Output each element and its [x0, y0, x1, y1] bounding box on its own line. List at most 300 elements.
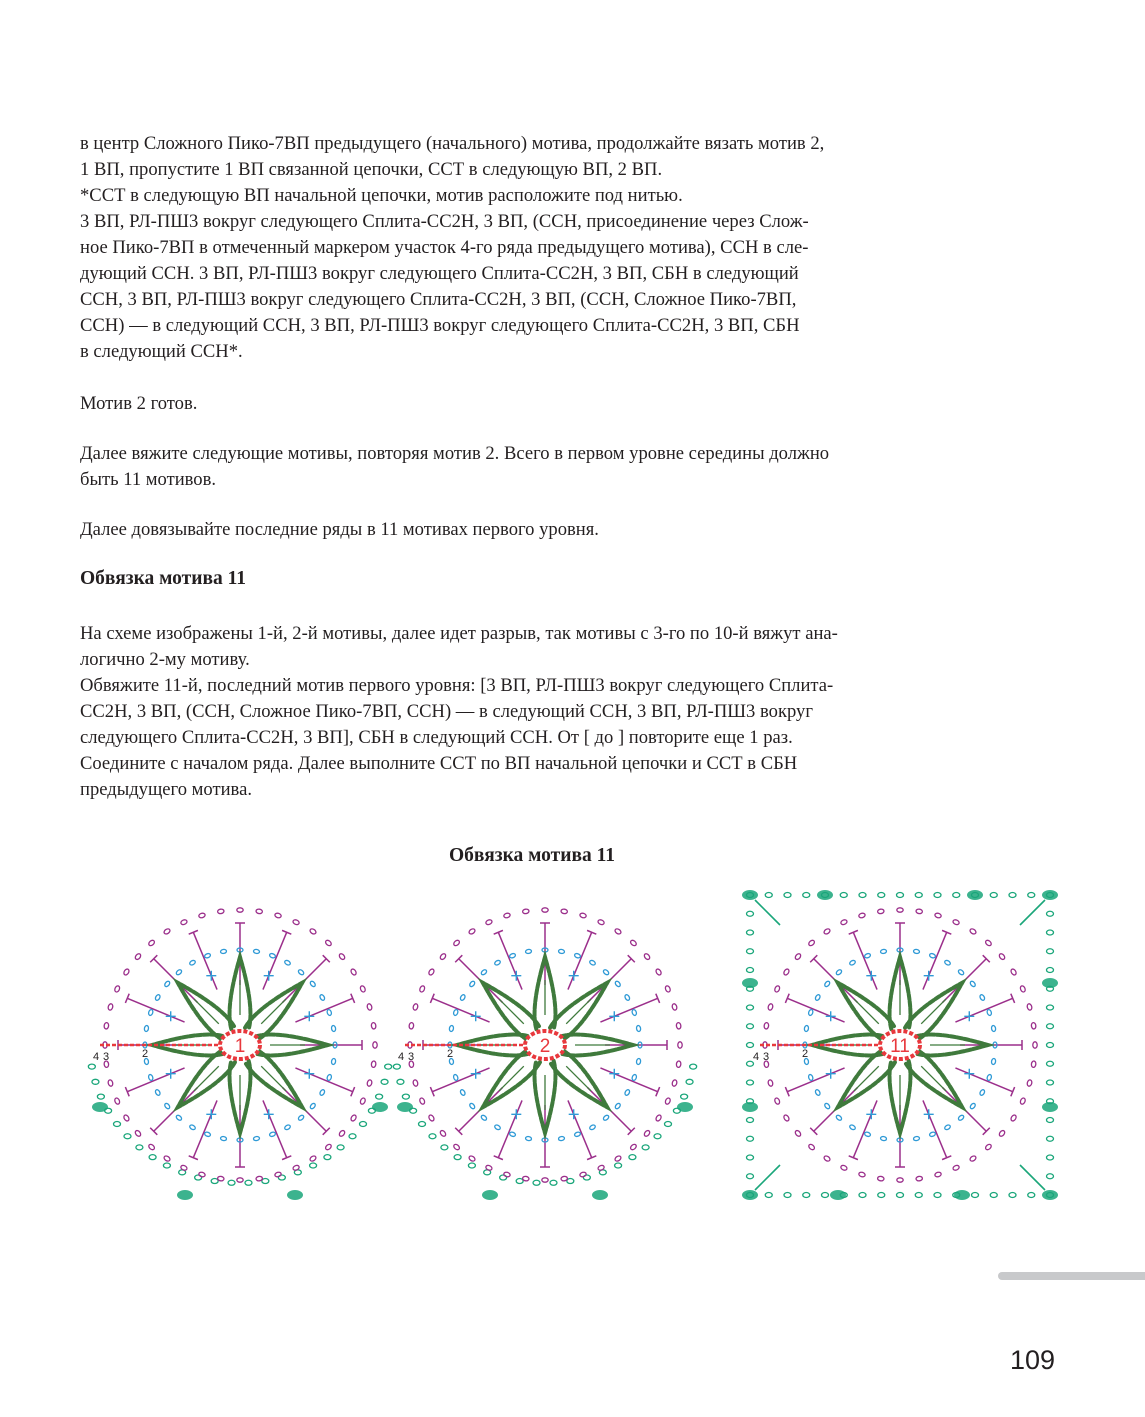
text-line: Соедините с началом ряда. Далее выполните ССТ по ВП начальной цепочки и ССТ в СБН [80, 753, 798, 774]
text-line: 1 ВП, пропустите 1 ВП связанной цепочки, ССТ в следующую ВП, 2 ВП. [80, 159, 663, 180]
motif-2 [393, 908, 696, 1200]
chain-stitch [468, 1155, 476, 1162]
chain-stitch [654, 1134, 661, 1139]
paragraph-instructions-1 [80, 131, 930, 365]
chain-stitch [630, 1143, 638, 1151]
picot-join [1042, 1102, 1058, 1112]
chain-stitch [480, 969, 487, 976]
text-line: *ССТ в следующую ВП начальной цепочки, мотив расположите под нитью. [80, 185, 683, 206]
stitch-spoke [295, 998, 352, 1022]
chain-stitch [338, 1130, 346, 1138]
text-line: дующий ССН. 3 ВП, РЛ-ПШ3 вокруг следующего Сплита-СС2Н, 3 ВП, СБН в следующий [80, 263, 799, 284]
chain-stitch [915, 893, 922, 898]
picot-join [1042, 1190, 1058, 1200]
text-line: Обвяжите 11-й, последний мотив первого уровня: [3 ВП, РЛ-ПШ3 вокруг следующего Сплита- [80, 675, 834, 696]
motif-11 [742, 890, 1058, 1200]
chain-stitch [655, 1114, 662, 1122]
chain-stitch [969, 928, 977, 935]
chain-stitch [453, 939, 461, 947]
chain-stitch [979, 1089, 985, 1096]
stitch-cross [511, 971, 521, 981]
chain-stitch [123, 1114, 130, 1122]
chain-stitch [359, 1097, 366, 1105]
chain-stitch [525, 1136, 532, 1141]
chain-stitch [148, 1143, 156, 1151]
chain-stitch [148, 1074, 154, 1081]
chain-stitch [468, 1163, 475, 1168]
chain-stitch [503, 1172, 510, 1178]
picot-join [742, 1102, 758, 1112]
chain-stitch [253, 949, 260, 954]
chain-stitch [533, 1180, 540, 1185]
stitch-spoke [263, 1100, 287, 1157]
stitch-spoke [498, 932, 522, 989]
chain-stitch [774, 1097, 781, 1105]
chain-stitch [986, 1074, 992, 1081]
petal-stem [854, 999, 879, 1024]
chain-stitch [163, 1163, 170, 1168]
chain-stitch [589, 1124, 596, 1130]
petal-stem [194, 1066, 219, 1091]
chain-stitch [220, 949, 227, 954]
chain-stitch [269, 1131, 276, 1137]
chain-stitch [309, 1102, 316, 1109]
stitch-cross [866, 971, 876, 981]
chain-stitch [944, 959, 951, 965]
stitch-cross [304, 1069, 314, 1079]
text-line: быть 11 мотивов. [80, 469, 217, 490]
chain-stitch [824, 980, 831, 987]
picot-join [742, 890, 758, 900]
chain-stitch [747, 1043, 754, 1048]
petal-stem [921, 999, 946, 1024]
chain-stitch [747, 1005, 754, 1010]
chain-stitch [480, 1114, 487, 1121]
chain-stitch [878, 893, 885, 898]
chain-stitch [969, 1155, 977, 1162]
chain-stitch [808, 1143, 816, 1151]
chain-stitch [916, 1176, 923, 1181]
chain-stitch [104, 1022, 109, 1029]
chain-stitch [309, 980, 316, 987]
chain-stitch [915, 1193, 922, 1198]
chain-stitch [164, 1102, 171, 1109]
chain-stitch [337, 1145, 344, 1150]
chain-stitch [643, 953, 651, 961]
stitch-spoke [432, 998, 489, 1022]
motif-number: 1 [234, 1036, 246, 1057]
chain-stitch [338, 953, 346, 961]
stitch-spoke [295, 1068, 352, 1092]
chain-stitch [309, 928, 317, 935]
row-label: 3 [408, 1051, 415, 1063]
chain-stitch [509, 953, 516, 959]
chain-stitch [864, 953, 871, 959]
chain-stitch [969, 1102, 976, 1109]
chain-stitch [1019, 1097, 1026, 1105]
text-line: предыдущего мотива. [80, 779, 252, 800]
chain-stitch [561, 909, 568, 914]
row-label: 3 [103, 1051, 110, 1063]
chain-stitch [784, 893, 791, 898]
row-label: 2 [142, 1048, 149, 1060]
chain-stitch [359, 1121, 366, 1126]
chain-stitch [1028, 893, 1035, 898]
chain-stitch [459, 1089, 465, 1096]
chain-stitch [783, 1114, 790, 1122]
text-line: ное Пико-7ВП в отмеченный маркером участок 4-го ряда предыдущего мотива), ССН в сле- [80, 237, 809, 258]
page-divider-bar [998, 1272, 1145, 1280]
chain-stitch [579, 1172, 586, 1178]
chain-stitch [149, 1155, 156, 1160]
text-line: Далее вяжите следующие мотивы, повторяя мотив 2. Всего в первом уровне середины должно [80, 443, 830, 464]
petal-stem [499, 1066, 524, 1091]
chain-stitch [835, 1114, 842, 1121]
chain-stitch [469, 1102, 476, 1109]
chain-stitch [672, 1003, 678, 1010]
chain-stitch [107, 1003, 113, 1010]
chain-stitch [428, 968, 435, 976]
chain-stitch [148, 939, 156, 947]
chain-stitch [969, 980, 976, 987]
chain-stitch [655, 968, 662, 976]
chain-stitch [376, 1094, 383, 1099]
chain-stitch [808, 939, 816, 947]
picot-join [677, 1102, 693, 1112]
chain-stitch [204, 953, 211, 959]
chain-stitch [453, 1074, 459, 1081]
picot-join [372, 1102, 388, 1112]
stitch-spoke [923, 1100, 947, 1157]
chain-stitch [990, 1193, 997, 1198]
page-number: 109 [1010, 1345, 1056, 1375]
stitch-cross [924, 1109, 934, 1119]
paragraph-motif-ready [80, 391, 930, 417]
chain-stitch [284, 1124, 291, 1130]
chain-stitch [237, 908, 243, 912]
chain-stitch [1047, 1136, 1054, 1141]
petal-stem [566, 1066, 591, 1091]
chain-stitch [319, 994, 325, 1001]
stitch-cross [471, 1069, 481, 1079]
chain-stitch [643, 1130, 651, 1138]
chain-stitch [747, 968, 754, 973]
chain-stitch [880, 949, 887, 954]
chain-stitch [454, 1155, 461, 1160]
row-label: 4 [398, 1051, 405, 1063]
chain-stitch [664, 1097, 671, 1105]
chain-stitch [765, 893, 772, 898]
chain-stitch [525, 949, 532, 954]
chain-stitch [485, 919, 493, 926]
petal-stem [194, 999, 219, 1024]
chain-stitch [453, 1009, 459, 1016]
figure-caption: Обвязка мотива 11 [449, 845, 616, 866]
chain-stitch [324, 1155, 331, 1160]
stitch-spoke [853, 1100, 877, 1157]
chain-stitch [367, 1079, 373, 1086]
chain-stitch [269, 953, 276, 959]
chain-stitch [97, 1094, 104, 1099]
chain-stitch [325, 939, 333, 947]
stitch-spoke [498, 1100, 522, 1157]
chain-stitch [163, 928, 171, 935]
chain-stitch [991, 1025, 996, 1032]
chain-stitch [783, 968, 790, 976]
chain-stitch [1010, 968, 1017, 976]
chain-stitch [123, 968, 130, 976]
chain-stitch [326, 1009, 332, 1016]
chain-stitch [747, 1136, 754, 1141]
chain-stitch [859, 893, 866, 898]
stitch-mark [755, 1165, 780, 1190]
chain-stitch [220, 1136, 227, 1141]
row-label: 4 [753, 1051, 760, 1063]
chain-stitch [897, 893, 904, 898]
chain-stitch [631, 1074, 637, 1081]
chain-stitch [877, 909, 884, 914]
chain-stitch [310, 1163, 317, 1168]
chain-stitch [880, 1136, 887, 1141]
chain-stitch [574, 1131, 581, 1137]
chain-stitch [542, 908, 548, 912]
chain-stitch [1047, 1024, 1054, 1029]
chain-stitch [630, 939, 638, 947]
chain-stitch [144, 1025, 149, 1032]
chain-stitch [198, 1172, 205, 1178]
petal-stem [566, 999, 591, 1024]
chain-stitch [897, 1193, 904, 1198]
chain-stitch [952, 1164, 960, 1171]
chain-stitch [686, 1079, 693, 1084]
chain-stitch [597, 919, 605, 926]
chain-stitch [849, 959, 856, 965]
chain-stitch [747, 1174, 754, 1179]
chain-stitch [929, 1131, 936, 1137]
text-line: СС2Н, 3 ВП, (ССН, Сложное Пико-7ВП, ССН) — в следующий ССН, 3 ВП, РЛ-ПШ3 вокруг [80, 701, 813, 722]
petal-stem [921, 1066, 946, 1091]
picot-join [954, 1190, 970, 1200]
chain-stitch [319, 1089, 325, 1096]
chain-stitch [198, 912, 205, 918]
chain-stitch [602, 1114, 609, 1121]
chain-stitch [107, 1079, 113, 1086]
chain-stitch [747, 930, 754, 935]
chain-stitch [189, 959, 196, 965]
chain-stitch [629, 1155, 636, 1160]
stitch-spoke [568, 932, 592, 989]
chain-stitch [840, 1164, 848, 1171]
stitch-cross [609, 1011, 619, 1021]
crochet-chart-diagram [80, 885, 1065, 1210]
chain-stitch [897, 908, 903, 912]
paragraph-last-rows [80, 517, 930, 543]
petal-stem [261, 1066, 286, 1091]
petal-stem [261, 999, 286, 1024]
chain-stitch [814, 994, 820, 1001]
chain-stitch [767, 1003, 773, 1010]
chain-stitch [664, 985, 671, 993]
chain-stitch [690, 1064, 697, 1069]
chain-stitch [453, 1143, 461, 1151]
chain-stitch [952, 919, 960, 926]
chain-stitch [1033, 1042, 1037, 1048]
chain-stitch [864, 1131, 871, 1137]
chain-stitch [990, 893, 997, 898]
chain-stitch [803, 1193, 810, 1198]
stitch-spoke [600, 1068, 657, 1092]
chain-stitch [985, 1143, 993, 1151]
petal-stem [499, 999, 524, 1024]
chain-stitch [297, 1114, 304, 1121]
chain-stitch [217, 909, 224, 914]
picot-join [397, 1102, 413, 1112]
chain-stitch [678, 1042, 682, 1048]
chain-stitch [985, 939, 993, 947]
chain-stitch [631, 1009, 637, 1016]
stitch-spoke [127, 1068, 184, 1092]
stitch-cross [964, 1011, 974, 1021]
text-line: в следующий ССН*. [80, 341, 243, 362]
chain-stitch [550, 1180, 557, 1185]
chain-stitch [676, 1022, 681, 1029]
picot-join [742, 1190, 758, 1200]
chain-stitch [589, 959, 596, 965]
chain-stitch [228, 1180, 235, 1185]
stitch-cross [166, 1011, 176, 1021]
chain-stitch [1047, 1043, 1054, 1048]
chain-stitch [794, 1130, 802, 1138]
chain-stitch [840, 919, 848, 926]
stitch-cross [206, 1109, 216, 1119]
chain-stitch [180, 919, 188, 926]
text-line: логично 2-му мотиву. [80, 649, 250, 670]
chain-stitch [253, 1136, 260, 1141]
chain-stitch [349, 1134, 356, 1139]
chain-stitch [1047, 1174, 1054, 1179]
paragraph-next-motifs [80, 441, 930, 493]
picot-join [1042, 978, 1058, 988]
stitch-cross [826, 1011, 836, 1021]
chain-stitch [1047, 949, 1054, 954]
chain-stitch [429, 1134, 436, 1139]
chain-stitch [164, 980, 171, 987]
chain-stitch [1027, 1003, 1033, 1010]
chain-stitch [614, 980, 621, 987]
chain-stitch [468, 928, 476, 935]
chain-stitch [747, 1080, 754, 1085]
stitch-cross [609, 1069, 619, 1079]
chain-stitch [469, 980, 476, 987]
chain-stitch [747, 1024, 754, 1029]
text-line: следующего Сплита-СС2Н, 3 ВП], СБН в следующий ССН. От [ до ] повторите еще 1 раз. [80, 727, 793, 748]
chain-stitch [574, 953, 581, 959]
stitch-mark [1020, 900, 1045, 925]
chain-stitch [840, 893, 847, 898]
picot-join [592, 1190, 608, 1200]
chain-stitch [175, 969, 182, 976]
chain-stitch [326, 1074, 332, 1081]
chain-stitch [784, 1193, 791, 1198]
chain-stitch [419, 1121, 426, 1126]
chain-stitch [419, 985, 426, 993]
stitch-spoke [787, 998, 844, 1022]
chain-stitch [114, 1121, 121, 1126]
chain-stitch [808, 1074, 814, 1081]
chain-stitch [459, 994, 465, 1001]
chain-stitch [274, 1172, 281, 1178]
text-line: На схеме изображены 1-й, 2-й мотивы, далее идет разрыв, так мотивы с 3-го по 10-й вяжут ана- [80, 623, 838, 644]
paragraph-instructions-2 [80, 621, 930, 803]
text-line: 3 ВП, РЛ-ПШ3 вокруг следующего Сплита-СС2Н, 3 ВП, (ССН, присоединение через Слож- [80, 211, 809, 232]
chain-stitch [878, 1193, 885, 1198]
chain-stitch [747, 1118, 754, 1123]
stitch-cross [924, 971, 934, 981]
chain-stitch [217, 1176, 224, 1181]
petal-stem [854, 1066, 879, 1091]
chain-stitch [858, 1172, 865, 1178]
chain-stitch [175, 1114, 182, 1121]
chain-stitch [803, 893, 810, 898]
chain-stitch [114, 985, 121, 993]
chain-stitch [934, 1193, 941, 1198]
stitch-mark [755, 900, 780, 925]
chain-stitch [849, 1124, 856, 1130]
chain-stitch [256, 1176, 263, 1181]
chain-stitch [957, 969, 964, 976]
chain-stitch [134, 1130, 142, 1138]
chain-stitch [1047, 1080, 1054, 1085]
chain-stitch [934, 912, 941, 918]
chain-stitch [747, 949, 754, 954]
chain-stitch [522, 909, 529, 914]
chain-stitch [256, 909, 263, 914]
chain-stitch [371, 1022, 376, 1029]
chain-stitch [822, 1193, 829, 1198]
chain-stitch [292, 919, 300, 926]
chain-stitch [494, 1124, 501, 1130]
stitch-spoke [787, 1068, 844, 1092]
text-line: в центр Сложного Пико-7ВП предыдущего (начального) мотива, продолжайте вязать мотив 2, [80, 133, 825, 154]
chain-stitch [998, 1130, 1006, 1138]
text-line: ССН, 3 ВП, РЛ-ПШ3 вокруг следующего Сплита-СС2Н, 3 ВП, (ССН, Сложное Пико-7ВП, [80, 289, 797, 310]
chain-stitch [636, 1058, 641, 1065]
chain-stitch [991, 1058, 996, 1065]
stitch-spoke [193, 1100, 217, 1157]
chain-stitch [624, 1089, 630, 1096]
row-label: 2 [447, 1048, 454, 1060]
chain-stitch [350, 968, 357, 976]
stitch-spoke [193, 932, 217, 989]
chain-stitch [1019, 985, 1026, 993]
chain-stitch [1009, 1193, 1016, 1198]
row-label: 2 [802, 1048, 809, 1060]
text-line: Далее довязывайте последние ряды в 11 мотивах первого уровня. [80, 519, 599, 540]
stitch-cross [826, 1069, 836, 1079]
chain-stitch [542, 1178, 548, 1182]
chain-stitch [672, 1079, 678, 1086]
chain-stitch [134, 953, 142, 961]
motif-number: 11 [890, 1036, 910, 1057]
chain-stitch [331, 1025, 336, 1032]
chain-stitch [676, 1061, 681, 1068]
chain-stitch [897, 1178, 903, 1182]
chain-stitch [916, 909, 923, 914]
chain-stitch [929, 953, 936, 959]
chain-stitch [124, 1134, 131, 1139]
chain-stitch [373, 1042, 377, 1048]
text-line: ССН) — в следующий ССН, 3 ВП, РЛ-ПШ3 вокруг следующего Сплита-СС2Н, 3 ВП, СБН [80, 315, 800, 336]
